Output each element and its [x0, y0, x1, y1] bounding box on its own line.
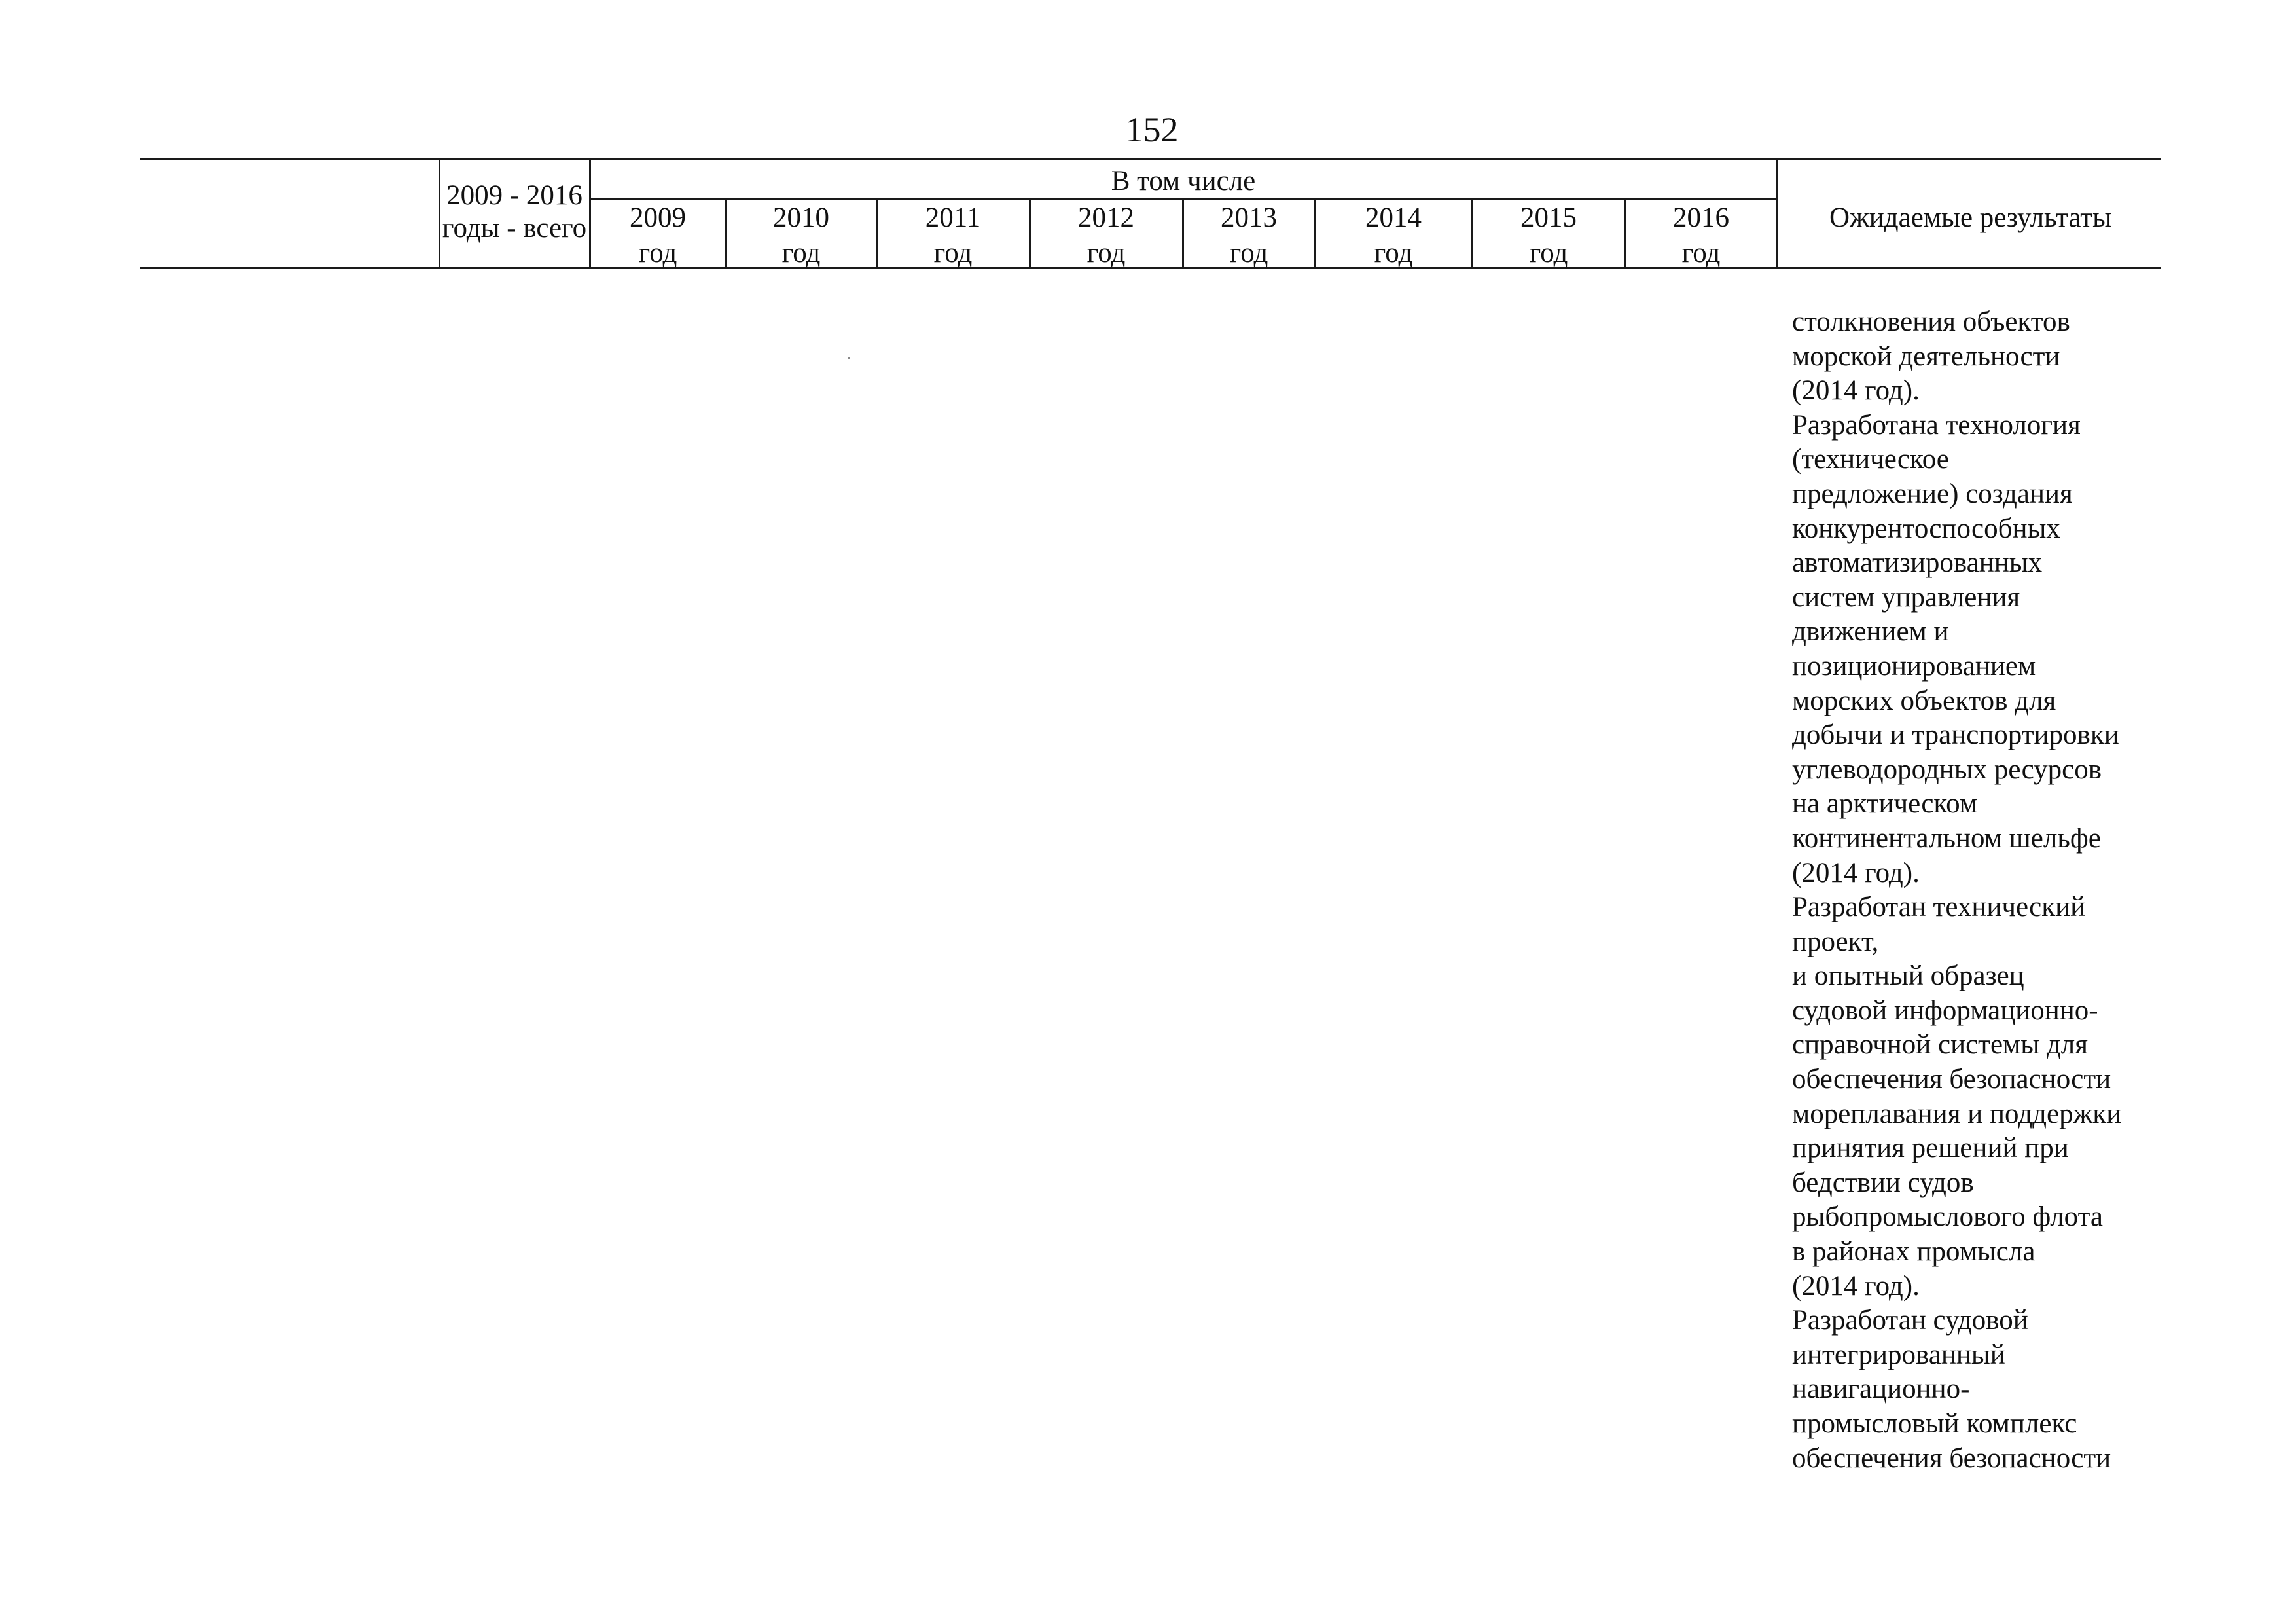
expected-results-text: столкновения объектов морской деятельности (2014 год). Разработана технология (техническое предложение) создания конкурентоспособных автоматизированных систем управления движением и позиционированием морских объектов для добычи и транспортировки углеводородных ресурсов на арктическом континентальном шельфе (2014 год). Разработан технический проект, и опытный образец судовой информационно- справочной системы для обеспечения безопасности мореплавания и поддержки принятия решений при бедствии судов рыбопромыслового флота в районах промысла (2014 год). Разработан судовой интегрированный навигационно- промысловый комплекс обеспечения безопасности	[1792, 306, 2122, 1474]
year-unit: год	[1086, 238, 1126, 268]
results-column-header: Ожидаемые результаты	[1829, 202, 2111, 233]
scan-speck	[848, 357, 850, 359]
table-top-rule	[140, 158, 2161, 160]
year-label: 2015	[1520, 202, 1577, 233]
year-column-2009	[591, 200, 725, 271]
year-column-2012	[1031, 200, 1181, 271]
total-period-suffix: годы - всего	[442, 213, 587, 244]
page-number: 152	[1125, 110, 1179, 149]
year-label: 2009	[630, 202, 686, 233]
year-unit: год	[1374, 238, 1413, 268]
year-column-2011	[878, 200, 1028, 271]
column-rule-total-left	[439, 160, 440, 267]
including-label: В том числе	[1111, 166, 1256, 196]
year-unit: год	[1229, 238, 1268, 268]
year-unit: год	[638, 238, 677, 268]
year-unit: год	[781, 238, 821, 268]
column-rule-results	[1776, 160, 1778, 267]
year-label: 2014	[1365, 202, 1422, 233]
total-period-label	[441, 179, 588, 245]
year-column-2010	[727, 200, 875, 271]
year-label: 2011	[925, 202, 981, 233]
year-label: 2012	[1078, 202, 1134, 233]
year-unit: год	[1681, 238, 1721, 268]
year-label: 2010	[773, 202, 829, 233]
year-column-2014	[1316, 200, 1471, 271]
year-column-2016	[1626, 200, 1776, 271]
year-column-2015	[1473, 200, 1624, 271]
year-unit: год	[933, 238, 973, 268]
year-column-2013	[1184, 200, 1314, 271]
year-unit: год	[1529, 238, 1568, 268]
total-period-years: 2009 - 2016	[446, 180, 583, 211]
year-label: 2016	[1673, 202, 1729, 233]
year-label: 2013	[1221, 202, 1277, 233]
